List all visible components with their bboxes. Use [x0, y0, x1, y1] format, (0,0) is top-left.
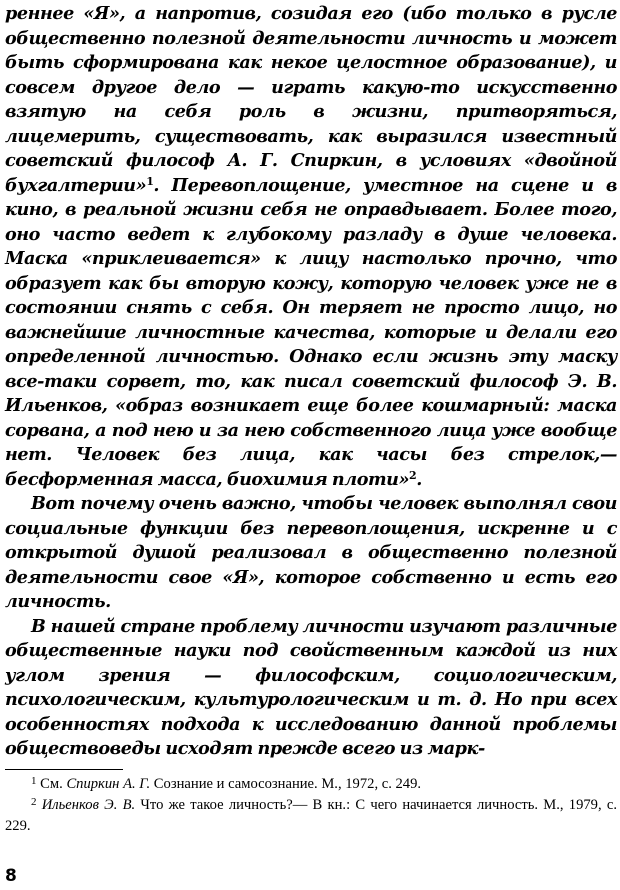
- main-text: [5, 2, 617, 762]
- footnote-1: [5, 774, 617, 795]
- footnote-1-prefix: См.: [40, 776, 63, 792]
- footnote-2: [5, 795, 617, 837]
- page-number: 8: [5, 866, 17, 886]
- footnote-2-text: Что же такое личность?— В кн.: С чего начинается личность. М., 1979, с. 229.: [5, 797, 617, 834]
- footnote-2-author: Ильенков Э. В.: [41, 797, 136, 813]
- paragraph-1: [5, 2, 617, 492]
- book-page: [5, 0, 617, 890]
- footnote-1-number: 1: [31, 775, 37, 787]
- footnote-ref-1: 1: [146, 174, 154, 188]
- footnotes: [5, 774, 617, 837]
- paragraph-1-text: реннее «Я», а напротив, созидая его (ибо только в русле общественно полезной деятельности личность и может быть сформирована как некое целостное образование), и совсем другое дело — играть какую-то искусственно взятую на себя роль в жизни, притворяться, лицемерить, существовать, как выразился известный советский философ А. Г. Спиркин, в условиях «двойной бухгалтерии»: [5, 3, 617, 196]
- footnote-1-author: Спиркин А. Г.: [66, 776, 151, 792]
- paragraph-3: В нашей стране проблему личности изучают различные общественные науки под свойственным каждой из них углом зрения — философским, социологическим, психологическим, культурологическим и т. д. Но при всех особенностях подхода к исследованию данной проблемы обществоведы исходят прежде всего из марк-: [5, 615, 617, 759]
- paragraph-1-end: .: [416, 468, 422, 490]
- paragraph-2: Вот почему очень важно, чтобы человек выполнял свои социальные функции без перевоплощения, искренне и с открытой душой реализовал в общественно полезной деятельности свое «Я», которое собственно и есть его личность.: [5, 493, 617, 612]
- footnote-2-number: 2: [31, 796, 37, 808]
- paragraph-1-text-cont: . Перевоплощение, уместное на сцене и в кино, в реальной жизни себя не оправдывает. Более того, оно часто ведет к глубокому разладу в душе человека. Маска «приклеивается» к лицу настолько прочно, что образует как бы вторую кожу, которую человек уже не в состоянии снять с себя. Он теряет не просто лицо, но важнейшие личностные качества, которые и делали его определенной личностью. Однако если жизнь эту маску все-таки сорвет, то, как писал советский философ Э. В. Ильенков, «образ возникает еще более кошмарный: маска сорвана, а под нею и за нею собственного лица уже вообще нет. Человек без лица, как часы без стрелок,— бесформенная масса, биохимия плоти»: [5, 174, 617, 490]
- footnote-1-text: Сознание и самосознание. М., 1972, с. 249.: [153, 776, 422, 792]
- footnote-ref-2: 2: [409, 468, 417, 482]
- footnote-divider: [5, 769, 123, 770]
